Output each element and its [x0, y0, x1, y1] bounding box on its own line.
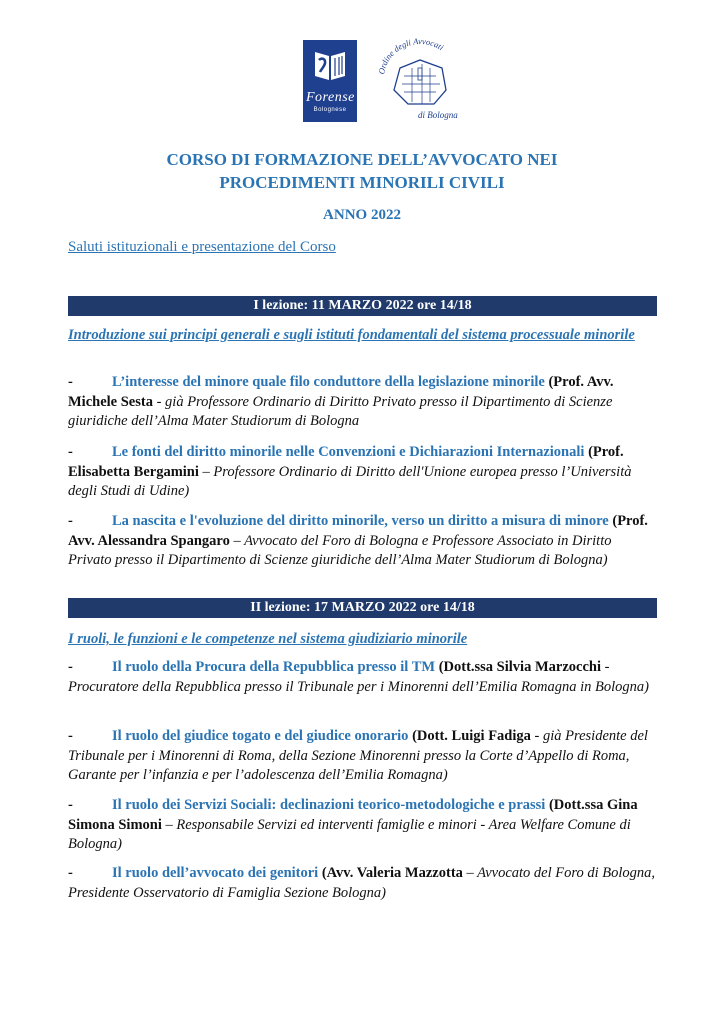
item-description: - Procuratore della Repubblica presso il Tribunale per i Minorenni dell’Emilia Romagna in Bologna) — [68, 659, 650, 695]
lesson-2-header: II lezione: 17 MARZO 2022 ore 14/18 — [68, 598, 657, 618]
lesson-2-item-2 — [68, 727, 658, 786]
lesson-1-item-2 — [68, 443, 658, 502]
forense-logo-subtitle: Bolognese — [313, 107, 347, 113]
lesson-2-item-4 — [68, 864, 658, 903]
lesson-2-item-1 — [68, 658, 658, 697]
item-dash: - — [68, 728, 73, 744]
item-description: – Responsabile Servizi ed interventi famiglie e minori - Area Welfare Comune di Bologna) — [68, 816, 631, 852]
forense-logo-text: Forense — [306, 90, 355, 105]
svg-text:di Bologna: di Bologna — [418, 110, 458, 120]
course-title-line2: PROCEDIMENTI MINORILI CIVILI — [219, 173, 505, 192]
item-dash: - — [68, 659, 73, 675]
item-speaker: (Prof. Elisabetta Bergamini — [68, 444, 624, 480]
item-dash: - — [68, 513, 73, 529]
item-description: - già Presidente del Tribunale per i Minorenni di Roma, della Sezione Minorenni presso la Corte d’Appello di Roma, Garante per l’infanzia e per l’adolescenza dell’Emilia Romagna) — [68, 728, 648, 783]
course-year: ANNO 2022 — [323, 207, 401, 223]
item-description: – Avvocato del Foro di Bologna, Presidente Osservatorio di Famiglia Sezione Bologna) — [68, 865, 656, 901]
item-topic: La nascita e l'evoluzione del diritto minorile, verso un diritto a misura di minore — [112, 513, 609, 529]
item-description: - già Professore Ordinario di Diritto Privato presso il Dipartimento di Scienze giuridiche dell’Alma Mater Studiorum di Bologna — [68, 393, 613, 429]
item-dash: - — [68, 444, 73, 460]
item-topic: Il ruolo dell’avvocato dei genitori — [112, 865, 319, 881]
lesson-2-item-3 — [68, 796, 658, 855]
svg-text:Ordine degli Avvocati: Ordine degli Avvocati — [376, 38, 446, 76]
item-topic: Il ruolo del giudice togato e del giudice onorario — [112, 728, 409, 744]
book-figure-icon — [311, 48, 349, 84]
item-dash: - — [68, 797, 73, 813]
item-dash: - — [68, 865, 73, 881]
lesson-1-item-3 — [68, 512, 658, 571]
item-topic: L’interesse del minore quale filo conduttore della legislazione minorile — [112, 374, 545, 390]
item-description: – Professore Ordinario di Diritto dell'Unione europea presso l’Università degli Studi di Udine) — [68, 463, 632, 499]
fondazione-forense-logo — [303, 40, 357, 122]
item-topic: Le fonti del diritto minorile nelle Convenzioni e Dichiarazioni Internazionali — [112, 444, 585, 460]
lesson-2-section-title[interactable]: I ruoli, le funzioni e le competenze nel sistema giudiziario minorile — [68, 631, 468, 647]
item-speaker: (Avv. Valeria Mazzotta — [321, 865, 463, 881]
item-topic: Il ruolo della Procura della Repubblica presso il TM — [112, 659, 436, 675]
header-logos — [0, 38, 724, 128]
item-description: – Avvocato del Foro di Bologna e Professore Associato in Diritto Privato presso il Dipartimento di Scienze giuridiche dell’Alma Mater Studiorum di Bologna) — [68, 532, 612, 568]
lesson-1-header: I lezione: 11 MARZO 2022 ore 14/18 — [68, 296, 657, 316]
lesson-1-section-title[interactable]: Introduzione sui principi generali e sugli istituti fondamentali del sistema processuale minorile — [68, 327, 635, 343]
item-speaker: (Prof. Avv. Alessandra Spangaro — [68, 513, 648, 549]
lesson-1-item-1 — [68, 373, 658, 432]
item-speaker: (Dott. Luigi Fadiga — [412, 728, 531, 744]
course-title-line1: CORSO DI FORMAZIONE DELL’AVVOCATO NEI — [166, 150, 558, 169]
item-speaker: (Dott.ssa Silvia Marzocchi — [438, 659, 601, 675]
item-topic: Il ruolo dei Servizi Sociali: declinazioni teorico-metodologiche e prassi — [112, 797, 546, 813]
item-dash: - — [68, 374, 73, 390]
item-speaker: (Dott.ssa Gina Simona Simoni — [68, 797, 638, 833]
item-speaker: (Prof. Avv. Michele Sesta — [68, 374, 614, 410]
ordine-avvocati-logo — [376, 38, 464, 124]
saluti-link[interactable]: Saluti istituzionali e presentazione del Corso — [68, 239, 336, 255]
